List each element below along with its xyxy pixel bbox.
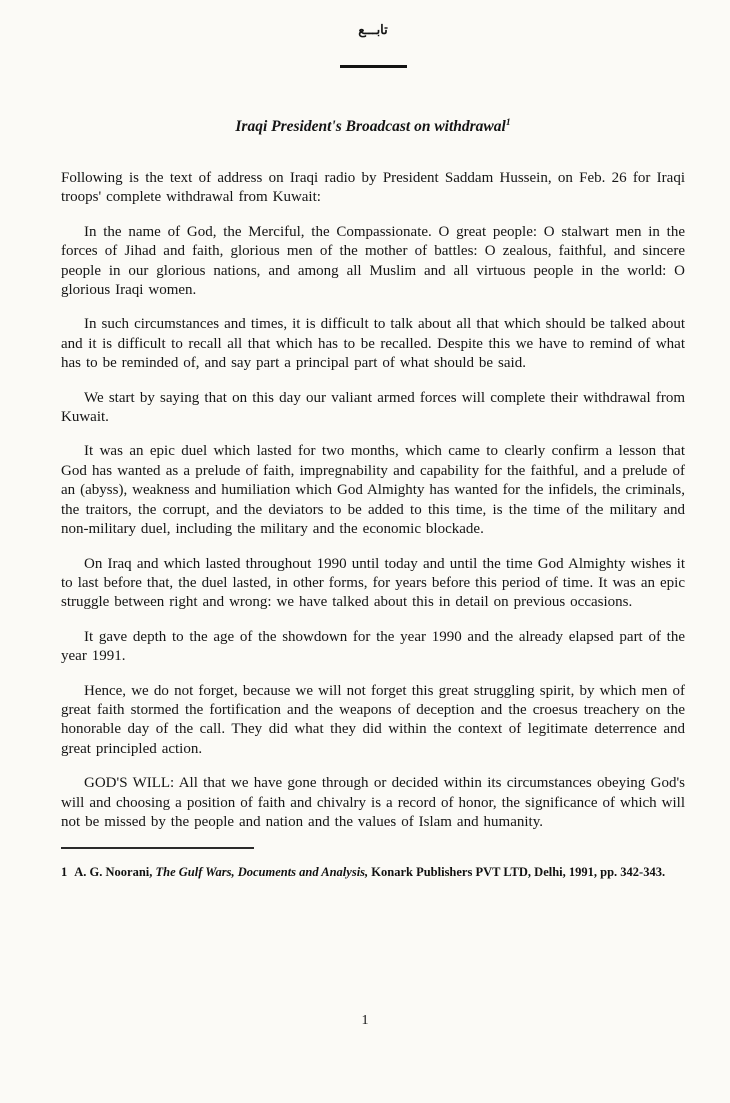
arabic-continuation-mark: تابـــع xyxy=(358,22,388,37)
header-rule xyxy=(340,65,407,68)
paragraph: It was an epic duel which lasted for two months, which came to clearly confirm a lesson that God has wanted as a prelude of faith, impregnability and capability for the faithful, and a prelude of an (abyss), weakness and humiliation which God Almighty has wanted for the infidels, the criminals, the traitors, the corrupt, and the deviators to be added to this time, is the time of the military and non-military duel, including the military and the economic blockade. xyxy=(61,443,685,538)
footnote-separator-rule xyxy=(61,847,254,849)
paragraph: We start by saying that on this day our valiant armed forces will complete their withdrawal from Kuwait. xyxy=(61,389,685,426)
footnote-number: 1 xyxy=(61,864,68,879)
page-title xyxy=(61,118,685,136)
footnote xyxy=(61,862,685,882)
footnote-work-title: The Gulf Wars, Documents and Analysis, xyxy=(155,864,369,879)
paragraph: Hence, we do not forget, because we will not forget this great struggling spirit, by which men of great faith stormed the fortification and the weapons of deception and the croesus treachery on the honorable day of the call. They did what they did within the context of legitimate deterrence and great principled action. xyxy=(61,682,685,757)
paragraph: On Iraq and which lasted throughout 1990 until today and until the time God Almighty wishes it to last before that, the duel lasted, in other forms, for years before this period of time. It was an epic struggle between right and wrong: we have talked about this in detail on previous occasions. xyxy=(61,555,685,611)
paragraph: GOD'S WILL: All that we have gone through or decided within its circumstances obeying God's will and choosing a position of faith and chivalry is a record of honor, the significance of which will not be missed by the people and nation and the values of Islam and humanity. xyxy=(61,775,685,830)
paragraph: In such circumstances and times, it is difficult to talk about all that which should be talked about and it is difficult to recall all that which has to be recalled. Despite this we have to remind of what has to be reminded of, and say part a principal part of what should be said. xyxy=(61,316,685,372)
page-title-text: Iraqi President's Broadcast on withdrawal xyxy=(235,118,506,135)
footnote-reference: 1 xyxy=(505,117,511,128)
footnote-author: A. G. Noorani, xyxy=(74,864,156,879)
document-body xyxy=(61,169,685,832)
footnote-publisher: Konark Publishers PVT LTD, Delhi, 1991, pp. 342-343. xyxy=(368,864,666,879)
page-number: 1 xyxy=(361,1013,369,1028)
paragraph-intro: Following is the text of address on Iraqi radio by President Saddam Hussein, on Feb. 26 for Iraqi troops' complete withdrawal from Kuwait: xyxy=(61,170,685,206)
paragraph: In the name of God, the Merciful, the Compassionate. O great people: O stalwart men in the forces of Jihad and faith, glorious men of the mother of battles: O zealous, faithful, and sincere people in our glorious nations, and among all Muslim and all virtuous people in the world: O glorious Iraqi women. xyxy=(61,223,685,299)
paragraph: It gave depth to the age of the showdown for the year 1990 and the already elapsed part of the year 1991. xyxy=(61,628,685,665)
